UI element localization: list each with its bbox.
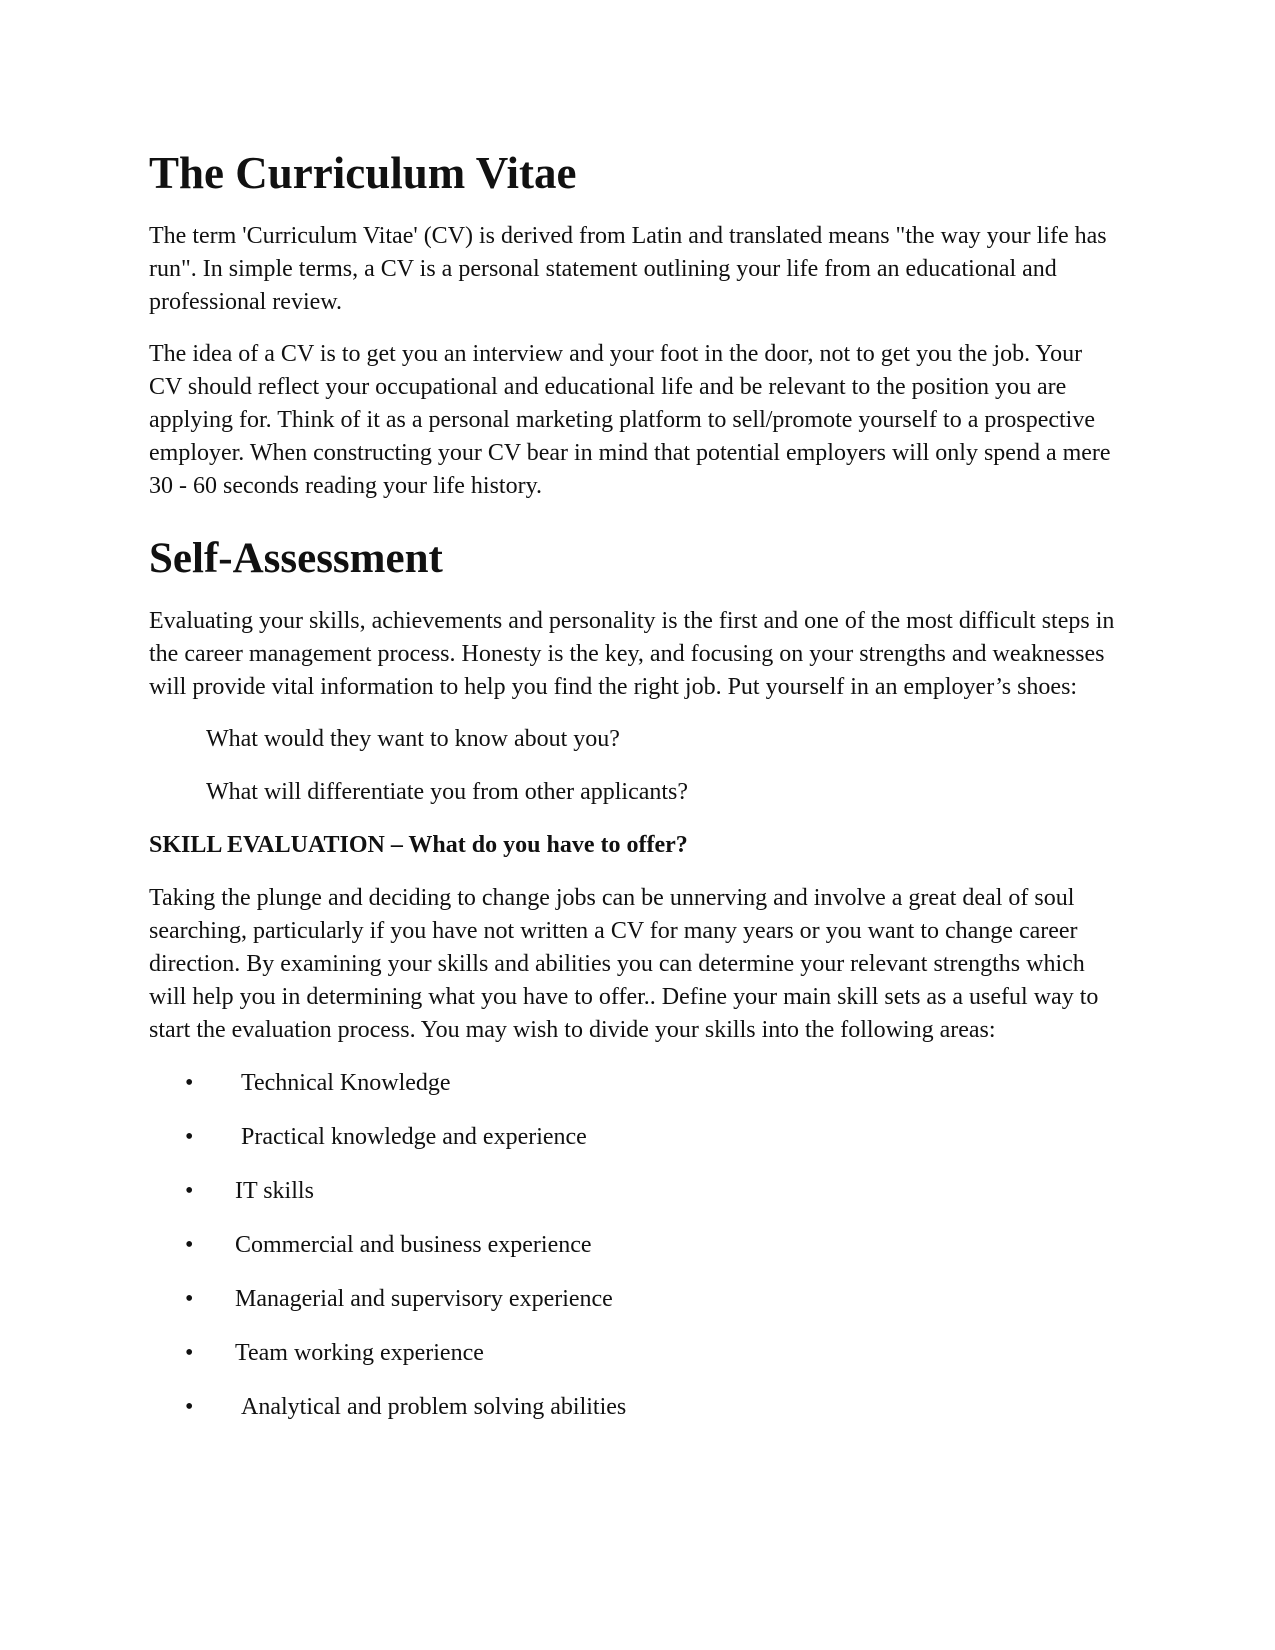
list-item-text: Practical knowledge and experience	[241, 1123, 587, 1150]
list-item	[149, 1175, 1119, 1208]
list-item	[149, 1283, 1119, 1316]
skill-areas-list	[149, 1067, 1119, 1424]
list-item-text: Managerial and supervisory experience	[235, 1285, 613, 1312]
section-heading: Self-Assessment	[149, 535, 443, 582]
bullet-icon: •	[185, 1069, 194, 1096]
list-item-text: Technical Knowledge	[241, 1069, 451, 1096]
bullet-icon: •	[185, 1285, 194, 1312]
list-item	[149, 1391, 1119, 1424]
intro-paragraph-1: The term 'Curriculum Vitae' (CV) is derived from Latin and translated means "the way your life has run". In simple terms, a CV is a personal statement outlining your life from an educational and professional review.	[149, 223, 1107, 315]
question-1: What would they want to know about you?	[206, 725, 620, 752]
bullet-icon: •	[185, 1393, 194, 1420]
skill-paragraph: Taking the plunge and deciding to change jobs can be unnerving and involve a great deal of soul searching, particularly if you have not written a CV for many years or you want to change career direction. By examining your skills and abilities you can determine your relevant strengths which will help you in determining what you have to offer.. Define your main skill sets as a useful way to start the evaluation process. You may wish to divide your skills into the following areas:	[149, 884, 1099, 1043]
document-body	[149, 146, 1119, 1445]
subheading: SKILL EVALUATION – What do you have to offer?	[149, 831, 688, 858]
page-title: The Curriculum Vitae	[149, 148, 577, 198]
list-item	[149, 1229, 1119, 1262]
intro-paragraph-2: The idea of a CV is to get you an interview and your foot in the door, not to get you the job. Your CV should reflect your occupational and educational life and be relevant to the position you are applying for. Think of it as a personal marketing platform to sell/promote yourself to a prospective employer. When constructing your CV bear in mind that potential employers will only spend a mere 30 - 60 seconds reading your life history.	[149, 341, 1111, 499]
list-item	[149, 1337, 1119, 1370]
list-item	[149, 1067, 1119, 1100]
bullet-icon: •	[185, 1123, 194, 1150]
section-paragraph: Evaluating your skills, achievements and personality is the first and one of the most difficult steps in the career management process. Honesty is the key, and focusing on your strengths and weaknesses will provide vital information to help you find the right job. Put yourself in an employer’s shoes:	[149, 607, 1115, 700]
bullet-icon: •	[185, 1339, 194, 1366]
list-item-text: Team working experience	[235, 1339, 484, 1366]
bullet-icon: •	[185, 1177, 194, 1204]
question-2: What will differentiate you from other applicants?	[206, 778, 689, 805]
list-item-text: IT skills	[235, 1177, 314, 1204]
list-item	[149, 1121, 1119, 1154]
list-item-text: Analytical and problem solving abilities	[241, 1393, 627, 1420]
list-item-text: Commercial and business experience	[235, 1231, 592, 1258]
bullet-icon: •	[185, 1231, 194, 1258]
